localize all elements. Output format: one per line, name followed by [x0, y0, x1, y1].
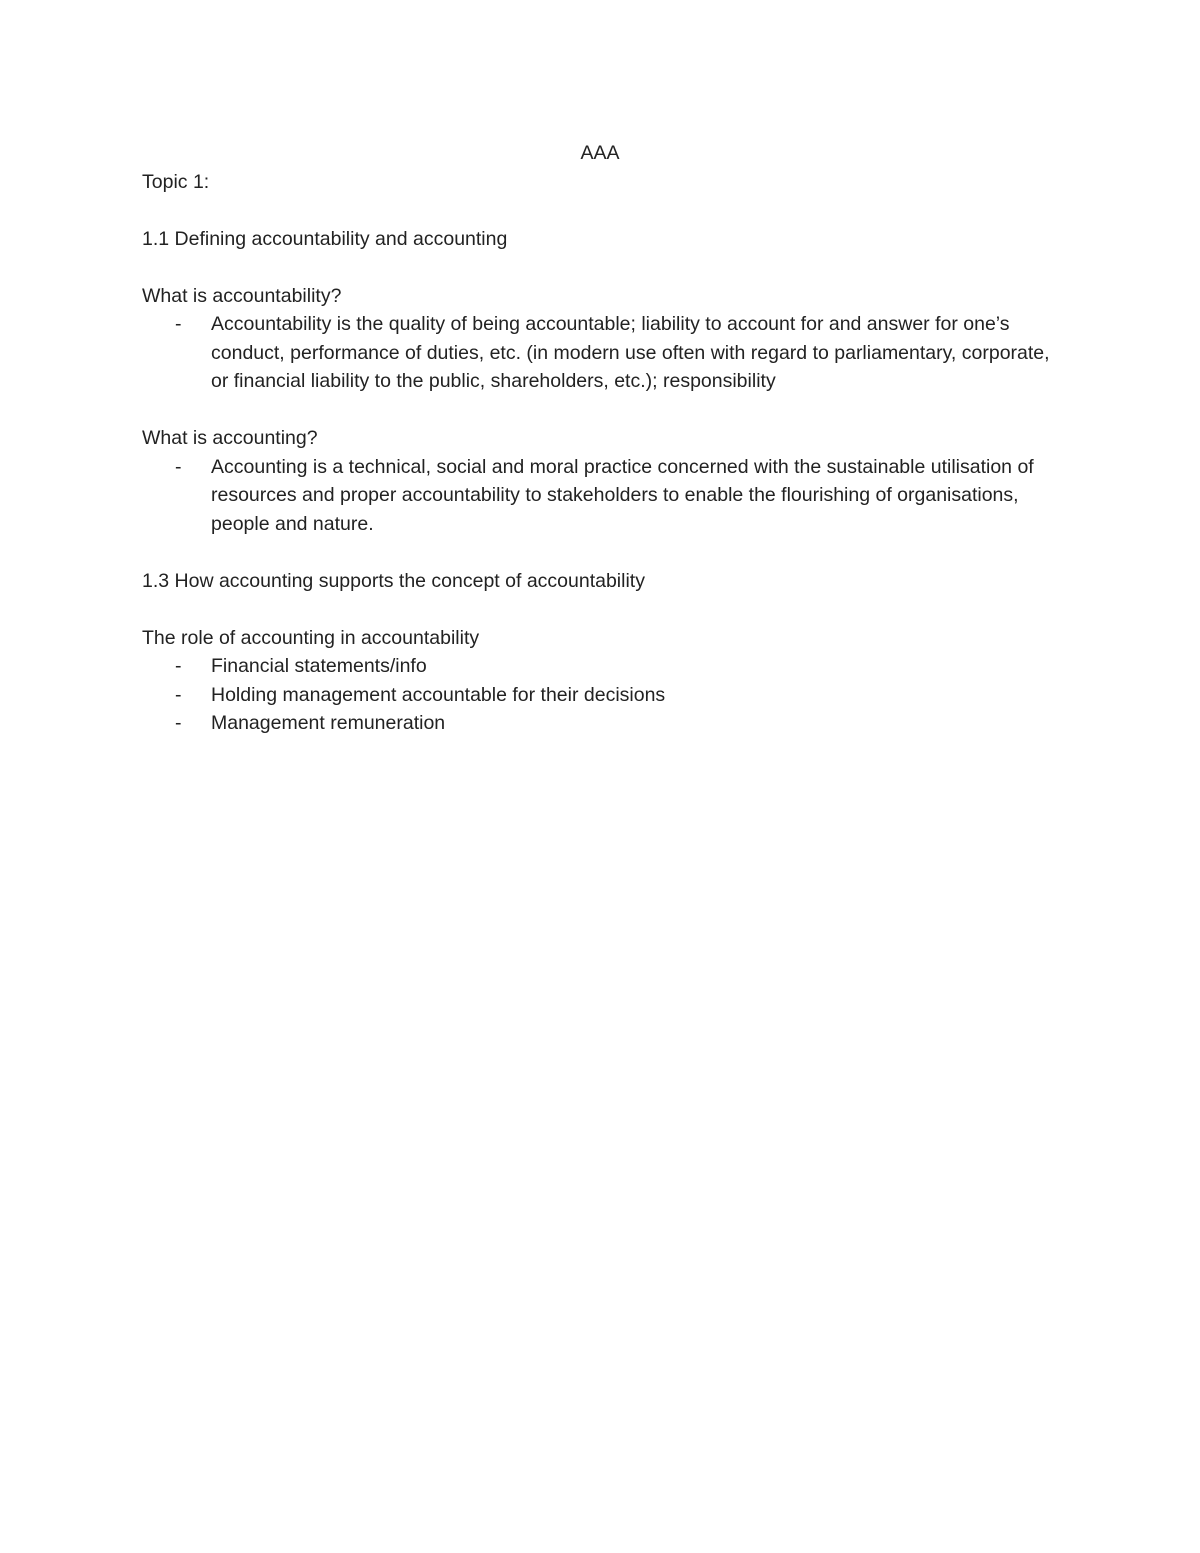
spacer — [142, 538, 1042, 567]
list-item-text: Accountability is the quality of being accountable; liability to account for and answer for one’s conduct, performance of duties, etc. (in modern use often with regard to parliamentary, corporate, or financial liability to the public, shareholders, etc.); responsibility — [211, 313, 1050, 392]
list-item — [142, 310, 1050, 396]
list-item — [142, 681, 1042, 710]
question-accounting: What is accounting? — [142, 427, 318, 449]
list-item — [142, 453, 1042, 539]
dash-bullet-icon: - — [175, 313, 182, 335]
dash-bullet-icon: - — [175, 712, 182, 734]
document-page — [142, 139, 1050, 738]
section-heading-1-1: 1.1 Defining accountability and accounting — [142, 227, 508, 250]
spacer — [142, 595, 1042, 624]
list-item-text: Management remuneration — [211, 712, 446, 734]
dash-bullet-icon: - — [175, 683, 182, 706]
role-bullet-list — [142, 652, 1042, 738]
list-item — [142, 709, 1042, 738]
list-item-text: Financial statements/info — [211, 655, 427, 677]
accounting-bullet-list — [142, 453, 1042, 539]
list-item-text: Holding management accountable for their decisions — [211, 683, 666, 706]
document-title: AAA — [580, 142, 620, 164]
topic-heading: Topic 1: — [142, 170, 210, 193]
question-accountability: What is accountability? — [142, 284, 342, 307]
spacer — [142, 396, 1042, 425]
spacer — [142, 196, 1042, 225]
dash-bullet-icon: - — [175, 655, 182, 677]
spacer — [142, 253, 1042, 282]
list-item — [142, 652, 1042, 681]
role-subheading: The role of accounting in accountability — [142, 626, 480, 649]
list-item-text: Accounting is a technical, social and moral practice concerned with the sustainable utilisation of resources and proper accountability to stakeholders to enable the flourishing of organisations, people and nature. — [211, 455, 1034, 535]
section-heading-1-3: 1.3 How accounting supports the concept of accountability — [142, 569, 645, 592]
accountability-bullet-list — [142, 310, 1050, 396]
dash-bullet-icon: - — [175, 455, 182, 478]
